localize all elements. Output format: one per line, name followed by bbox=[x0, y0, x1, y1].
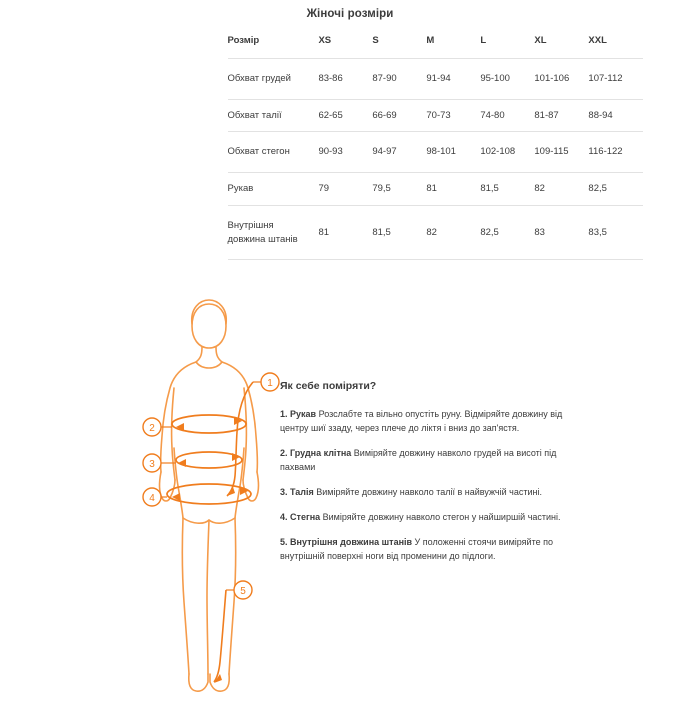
cell-hips-xs: 90-93 bbox=[318, 132, 372, 173]
cell-waist-xl: 81-87 bbox=[534, 99, 588, 132]
howto-item-5-term: Внутрішня довжина штанів bbox=[290, 536, 413, 547]
row-label-inseam: Внутрішня довжина штанів bbox=[228, 205, 319, 260]
cell-chest-l: 95-100 bbox=[480, 58, 534, 99]
cell-sleeve-xl: 82 bbox=[534, 173, 588, 206]
cell-sleeve-l: 81,5 bbox=[480, 173, 534, 206]
howto-item-4-text: Виміряйте довжину навколо стегон у найширшій частині. bbox=[320, 511, 561, 522]
table-row bbox=[228, 58, 643, 99]
row-label-hips: Обхват стегон bbox=[228, 132, 319, 173]
cell-chest-xs: 83-86 bbox=[318, 58, 372, 99]
howto-item-4-term: Стегна bbox=[290, 511, 321, 522]
cell-waist-m: 70-73 bbox=[426, 99, 480, 132]
howto-item-5 bbox=[280, 536, 570, 564]
cell-sleeve-m: 81 bbox=[426, 173, 480, 206]
cell-inseam-xxl: 83,5 bbox=[588, 205, 642, 260]
cell-waist-xs: 62-65 bbox=[318, 99, 372, 132]
cell-hips-xxl: 116-122 bbox=[588, 132, 642, 173]
cell-waist-l: 74-80 bbox=[480, 99, 534, 132]
column-header-l: L bbox=[480, 32, 534, 58]
howto-item-2-text: Виміряйте довжину навколо грудей на висоті під пахвами bbox=[280, 448, 557, 473]
row-label-waist: Обхват талії bbox=[228, 99, 319, 132]
svg-text:5: 5 bbox=[240, 586, 246, 597]
cell-waist-xxl: 88-94 bbox=[588, 99, 642, 132]
howto-heading: Як себе поміряти? bbox=[280, 380, 377, 392]
cell-inseam-s: 81,5 bbox=[372, 205, 426, 260]
cell-sleeve-s: 79,5 bbox=[372, 173, 426, 206]
howto-item-5-text: У положенні стоячи виміряйте по внутрішній поверхні ноги від променини до підлоги. bbox=[280, 536, 553, 561]
svg-text:1: 1 bbox=[267, 378, 273, 389]
howto-item-3 bbox=[280, 486, 570, 500]
table-row bbox=[228, 99, 643, 132]
howto-item-1-text: Розслабте та вільно опустіть руну. Відміряйте довжину від центру шиї ззаду, через плече до ліктя і вниз до зап'ястя. bbox=[280, 409, 563, 434]
howto-item-1 bbox=[280, 408, 570, 436]
column-header-size: Розмір bbox=[228, 32, 319, 58]
page-title: Жіночі розміри bbox=[306, 8, 394, 20]
cell-inseam-xs: 81 bbox=[318, 205, 372, 260]
table-row bbox=[228, 173, 643, 206]
howto-panel bbox=[280, 378, 570, 575]
howto-item-4-num: 4. bbox=[280, 511, 288, 522]
howto-item-1-term: Рукав bbox=[290, 409, 317, 420]
cell-inseam-m: 82 bbox=[426, 205, 480, 260]
cell-inseam-xl: 83 bbox=[534, 205, 588, 260]
cell-hips-l: 102-108 bbox=[480, 132, 534, 173]
column-header-s: S bbox=[372, 32, 426, 58]
size-table-container bbox=[58, 32, 643, 260]
body-figure-illustration bbox=[130, 296, 290, 700]
howto-item-1-num: 1. bbox=[280, 409, 288, 420]
table-row bbox=[228, 205, 643, 260]
measure-guide-section bbox=[0, 296, 700, 700]
cell-chest-xxl: 107-112 bbox=[588, 58, 642, 99]
cell-chest-m: 91-94 bbox=[426, 58, 480, 99]
cell-hips-s: 94-97 bbox=[372, 132, 426, 173]
row-label-chest: Обхват грудей bbox=[228, 58, 319, 99]
howto-item-4 bbox=[280, 511, 570, 525]
svg-text:4: 4 bbox=[149, 493, 155, 504]
howto-item-2-term: Грудна клітна bbox=[290, 448, 352, 459]
howto-item-3-num: 3. bbox=[280, 487, 288, 498]
size-table bbox=[228, 32, 643, 260]
cell-chest-s: 87-90 bbox=[372, 58, 426, 99]
cell-hips-xl: 109-115 bbox=[534, 132, 588, 173]
cell-sleeve-xs: 79 bbox=[318, 173, 372, 206]
column-header-xs: XS bbox=[318, 32, 372, 58]
cell-sleeve-xxl: 82,5 bbox=[588, 173, 642, 206]
cell-hips-m: 98-101 bbox=[426, 132, 480, 173]
cell-chest-xl: 101-106 bbox=[534, 58, 588, 99]
howto-item-3-term: Талія bbox=[290, 487, 314, 498]
cell-waist-s: 66-69 bbox=[372, 99, 426, 132]
table-row bbox=[228, 132, 643, 173]
column-header-xl: XL bbox=[534, 32, 588, 58]
howto-item-2 bbox=[280, 447, 570, 475]
svg-text:3: 3 bbox=[149, 459, 155, 470]
table-header-row bbox=[228, 32, 643, 58]
howto-item-2-num: 2. bbox=[280, 448, 288, 459]
svg-text:2: 2 bbox=[149, 423, 155, 434]
column-header-m: M bbox=[426, 32, 480, 58]
cell-inseam-l: 82,5 bbox=[480, 205, 534, 260]
column-header-xxl: XXL bbox=[588, 32, 642, 58]
row-label-sleeve: Рукав bbox=[228, 173, 319, 206]
howto-item-5-num: 5. bbox=[280, 536, 288, 547]
howto-item-3-text: Виміряйте довжину навколо талії в найвужчій частині. bbox=[313, 487, 542, 498]
